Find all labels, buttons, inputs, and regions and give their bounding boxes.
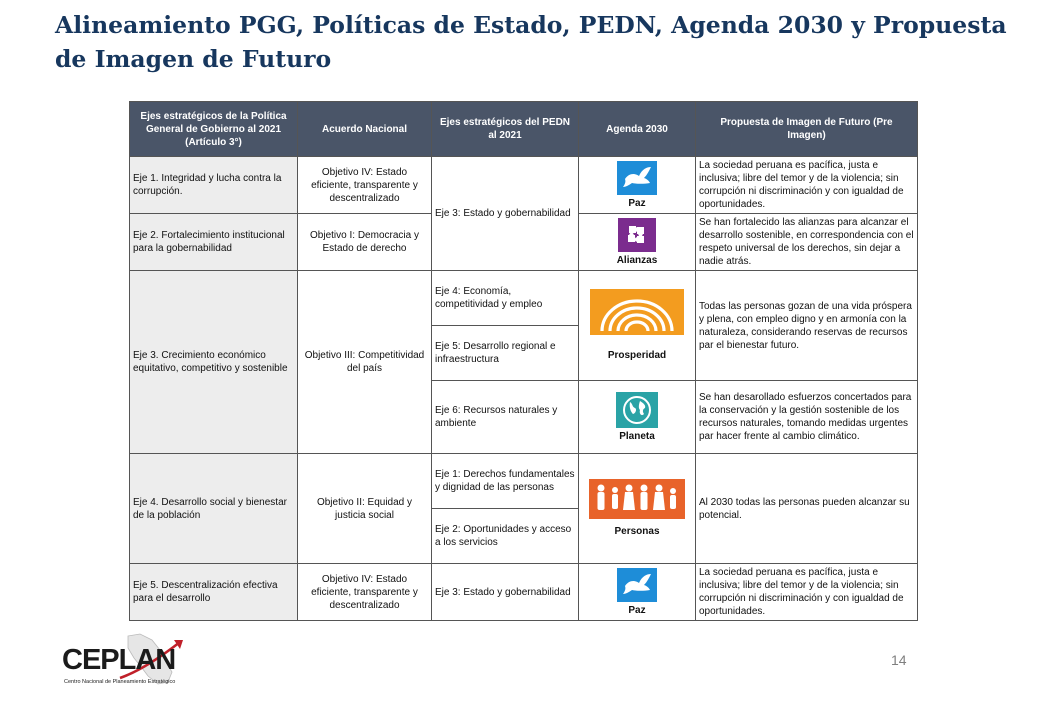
acuerdo-cell: Objetivo IV: Estado eficiente, transparente y descentralizado: [298, 564, 432, 621]
agenda-cell: [579, 454, 696, 564]
imagen-cell: Al 2030 todas las personas pueden alcanzar su potencial.: [696, 454, 918, 564]
imagen-cell: La sociedad peruana es pacífica, justa e inclusiva; libre del temor y de la violencia; sin corrupción ni discriminación y con igualdad de oportunidades.: [696, 157, 918, 214]
alignment-table: [129, 101, 918, 621]
agenda-label: Prosperidad: [607, 350, 667, 361]
pedn-cell: Eje 6: Recursos naturales y ambiente: [432, 381, 579, 454]
agenda-label: Alianzas: [616, 254, 658, 266]
imagen-cell: Se han fortalecido las alianzas para alcanzar el desarrollo sostenible, en correspondencia con el respeto universal de los derechos, sin dejar a nadie atrás.: [696, 214, 918, 271]
pgg-cell: Eje 1. Integridad y lucha contra la corrupción.: [130, 157, 298, 214]
acuerdo-cell: Objetivo II: Equidad y justicia social: [298, 454, 432, 564]
pgg-cell: Eje 5. Descentralización efectiva para el desarrollo: [130, 564, 298, 621]
table-row: [130, 564, 918, 621]
page-number: 14: [891, 652, 907, 668]
imagen-cell: Se han desarollado esfuerzos concertados para la conservación y la gestión sostenible de los recursos naturales, tomando medidas urgentes par hacer frente al cambio climático.: [696, 381, 918, 454]
agenda-label: Planeta: [619, 430, 655, 442]
slide-title: Alineamiento PGG, Políticas de Estado, PEDN, Agenda 2030 y Propuesta de Imagen de Futuro: [55, 11, 1007, 73]
people-icon: [589, 479, 685, 519]
agenda-label: Paz: [628, 604, 646, 616]
pedn-cell: Eje 3: Estado y gobernabilidad: [432, 157, 579, 271]
table-row: [130, 454, 918, 509]
table-row: [130, 157, 918, 214]
dove-icon: [617, 161, 657, 195]
pedn-cell: Eje 1: Derechos fundamentales y dignidad de las personas: [432, 454, 579, 509]
puzzle-icon: [618, 218, 656, 252]
header-pedn: Ejes estratégicos del PEDN al 2021: [432, 102, 579, 157]
table-row: [130, 271, 918, 326]
pedn-cell: Eje 3: Estado y gobernabilidad: [432, 564, 579, 621]
agenda-cell: [579, 157, 696, 214]
logo-text: CEPLAN: [62, 644, 176, 676]
pgg-cell: Eje 4. Desarrollo social y bienestar de la población: [130, 454, 298, 564]
agenda-label: Paz: [628, 197, 646, 209]
pedn-cell: Eje 2: Oportunidades y acceso a los servicios: [432, 509, 579, 564]
rainbow-icon: [590, 289, 684, 335]
header-imagen: Propuesta de Imagen de Futuro (Pre Imagen): [696, 102, 918, 157]
pgg-cell: Eje 2. Fortalecimiento institucional para la gobernabilidad: [130, 214, 298, 271]
acuerdo-cell: Objetivo III: Competitividad del país: [298, 271, 432, 454]
acuerdo-cell: Objetivo I: Democracia y Estado de derecho: [298, 214, 432, 271]
imagen-cell: La sociedad peruana es pacífica, justa e inclusiva; libre del temor y de la violencia; sin corrupción ni discriminación y con igualdad de oportunidades.: [696, 564, 918, 621]
imagen-cell: Todas las personas gozan de una vida próspera y plena, con empleo digno y en armonía con la naturaleza, considerando reservas de recursos par el bienestar futuro.: [696, 271, 918, 381]
acuerdo-cell: Objetivo IV: Estado eficiente, transparente y descentralizado: [298, 157, 432, 214]
pedn-cell: Eje 4: Economía, competitividad y empleo: [432, 271, 579, 326]
globe-icon: [616, 392, 658, 428]
header-pgg: Ejes estratégicos de la Política General de Gobierno al 2021 (Artículo 3°): [130, 102, 298, 157]
agenda-cell: [579, 271, 696, 381]
agenda-cell: [579, 564, 696, 621]
header-acuerdo: Acuerdo Nacional: [298, 102, 432, 157]
agenda-cell: [579, 214, 696, 271]
dove-icon: [617, 568, 657, 602]
pedn-cell: Eje 5: Desarrollo regional e infraestructura: [432, 326, 579, 381]
header-agenda: Agenda 2030: [579, 102, 696, 157]
table-header-row: [130, 102, 918, 157]
agenda-label: Personas: [614, 526, 660, 537]
pgg-cell: Eje 3. Crecimiento económico equitativo, competitivo y sostenible: [130, 271, 298, 454]
ceplan-logo: [62, 632, 192, 692]
agenda-cell: [579, 381, 696, 454]
logo-subtitle: Centro Nacional de Planeamiento Estratégico: [64, 679, 176, 685]
